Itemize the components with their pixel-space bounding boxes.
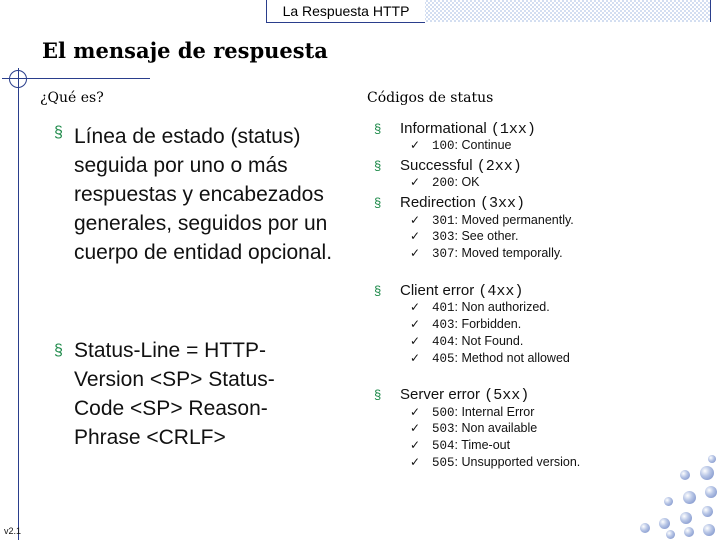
header-divider [710,0,711,22]
left-bullet-2: Status-Line = HTTP-Version <SP> Status-Code <SP> Reason-Phrase <CRLF> [74,339,275,449]
category-redirection: Redirection (3xx) [400,194,526,212]
left-bullet-1: Línea de estado (status) seguida por uno o más respuestas y encabezados generales, seguidos por un cuerpo de entidad opcional. [74,125,333,264]
category-server-error: Server error (5xx) [400,386,530,404]
bullet-icon: § [374,121,382,136]
bullet-icon: § [54,124,63,141]
check-icon: ✓ [410,317,421,331]
dot-ornament [700,466,714,480]
status-item: 403: Forbidden. [432,317,522,332]
check-icon: ✓ [410,229,421,243]
check-icon: ✓ [410,455,421,469]
check-icon: ✓ [410,438,421,452]
check-icon: ✓ [410,246,421,260]
bullet-icon: § [374,158,382,173]
category-successful: Successful (2xx) [400,157,522,175]
status-item: 500: Internal Error [432,405,535,420]
status-item: 504: Time-out [432,438,511,453]
dot-ornament [703,524,715,536]
dot-ornament [640,523,650,533]
dot-ornament [680,512,692,524]
check-icon: ✓ [410,175,421,189]
dot-ornament [705,486,717,498]
dot-ornament [702,506,713,517]
category-informational: Informational (1xx) [400,120,536,138]
status-item: 405: Method not allowed [432,351,570,366]
status-item: 401: Non authorized. [432,300,550,315]
status-item: 303: See other. [432,229,519,244]
status-item: 100: Continue [432,138,512,153]
slide-title: La Respuesta HTTP [282,3,410,19]
check-icon: ✓ [410,138,421,152]
dot-ornament [683,491,696,504]
bullet-icon: § [374,195,382,210]
header-title-box [266,0,425,23]
check-icon: ✓ [410,421,421,435]
check-icon: ✓ [410,405,421,419]
status-item: 301: Moved permanently. [432,213,574,228]
version-label: v2.1 [4,526,22,536]
dot-ornament [659,518,670,529]
status-item: 505: Unsupported version. [432,455,581,470]
check-icon: ✓ [410,334,421,348]
category-client-error: Client error (4xx) [400,282,524,300]
dot-ornament [680,470,690,480]
status-item: 503: Non available [432,421,538,436]
bullet-icon: § [374,387,382,402]
dot-ornament [664,497,673,506]
right-subtitle: Códigos de status [367,90,494,106]
bullet-icon: § [374,283,382,298]
header-pattern [420,0,710,22]
page-heading: El mensaje de respuesta [42,38,328,63]
rule-circle-ornament [9,70,27,88]
status-item: 404: Not Found. [432,334,524,349]
status-item: 307: Moved temporally. [432,246,563,261]
check-icon: ✓ [410,351,421,365]
header-band [0,0,720,22]
left-rule [18,68,19,540]
dot-ornament [684,527,694,537]
check-icon: ✓ [410,213,421,227]
left-subtitle: ¿Qué es? [40,90,104,106]
dot-ornament [666,530,675,539]
check-icon: ✓ [410,300,421,314]
status-item: 200: OK [432,175,480,190]
dot-ornament [708,455,716,463]
bullet-icon: § [54,342,63,359]
